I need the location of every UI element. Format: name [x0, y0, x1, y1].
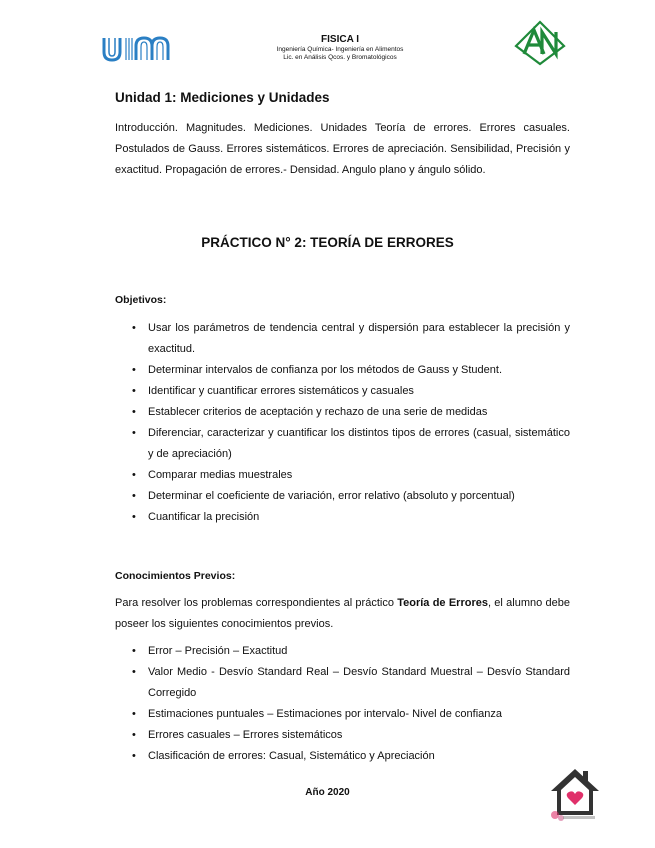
- header-line-2: Lic. en Análisis Qcos. y Bromatológicos: [283, 54, 397, 61]
- bullet-icon: •: [132, 364, 136, 376]
- header-line-1: Ingeniería Química- Ingeniería en Alimentos: [276, 46, 404, 53]
- bullet-icon: •: [132, 666, 136, 678]
- university-crest-logo: [514, 20, 566, 66]
- bullet-icon: •: [132, 729, 136, 741]
- list-item: • Valor Medio - Desvío Standard Real – Desvío Standard Muestral – Desvío Standard Corregido: [115, 662, 570, 704]
- bullet-icon: •: [132, 750, 136, 762]
- list-item: • Determinar intervalos de confianza por los métodos de Gauss y Student.: [115, 360, 570, 381]
- bullet-icon: •: [132, 322, 136, 334]
- objetivos-list: [115, 318, 570, 528]
- bullet-icon: •: [132, 406, 136, 418]
- unm-logo: [100, 30, 172, 64]
- footer-year: Año 2020: [305, 787, 350, 798]
- bullet-icon: •: [132, 469, 136, 481]
- bullet-icon: •: [132, 645, 136, 657]
- list-item: • Error – Precisión – Exactitud: [115, 641, 570, 662]
- bullet-icon: •: [132, 427, 136, 439]
- bullet-icon: •: [132, 490, 136, 502]
- conocimientos-heading: Conocimientos Previos:: [115, 570, 236, 582]
- bullet-icon: •: [132, 385, 136, 397]
- conocimientos-list: [115, 641, 570, 767]
- list-item: • Diferenciar, caracterizar y cuantificar los distintos tipos de errores (casual, sistemático y de apreciación): [115, 423, 570, 465]
- bullet-icon: •: [132, 511, 136, 523]
- intro-paragraph: Introducción. Magnitudes. Mediciones. Unidades Teoría de errores. Errores casuales. Postulados de Gauss. Errores sistemáticos. Errores de apreciación. Sensibilidad, Precisión y exactitud. Propagación de errores.- Densidad. Angulo plano y ángulo sólido.: [115, 122, 570, 176]
- list-item: • Comparar medias muestrales: [115, 465, 570, 486]
- bullet-icon: •: [132, 708, 136, 720]
- list-item: • Establecer criterios de aceptación y rechazo de una serie de medidas: [115, 402, 570, 423]
- list-item: • Determinar el coeficiente de variación, error relativo (absoluto y porcentual): [115, 486, 570, 507]
- list-item: • Clasificación de errores: Casual, Sistemático y Apreciación: [115, 746, 570, 767]
- course-title: FISICA I: [321, 34, 359, 45]
- list-item: • Usar los parámetros de tendencia central y dispersión para establecer la precisión y exactitud.: [115, 318, 570, 360]
- conocimientos-intro: Para resolver los problemas correspondientes al práctico Teoría de Errores, el alumno debe poseer los siguientes conocimientos previos.: [115, 597, 570, 630]
- list-item: • Errores casuales – Errores sistemáticos: [115, 725, 570, 746]
- document-header: [200, 34, 480, 62]
- list-item: • Cuantificar la precisión: [115, 507, 570, 528]
- practico-name: Teoría de Errores: [397, 597, 488, 609]
- unit-title: Unidad 1: Mediciones y Unidades: [115, 90, 330, 105]
- objetivos-heading: Objetivos:: [115, 294, 167, 306]
- list-item: • Estimaciones puntuales – Estimaciones por intervalo- Nivel de confianza: [115, 704, 570, 725]
- house-heart-logo: [545, 765, 605, 825]
- practico-title: PRÁCTICO N° 2: TEORÍA DE ERRORES: [201, 235, 454, 250]
- list-item: • Identificar y cuantificar errores sistemáticos y casuales: [115, 381, 570, 402]
